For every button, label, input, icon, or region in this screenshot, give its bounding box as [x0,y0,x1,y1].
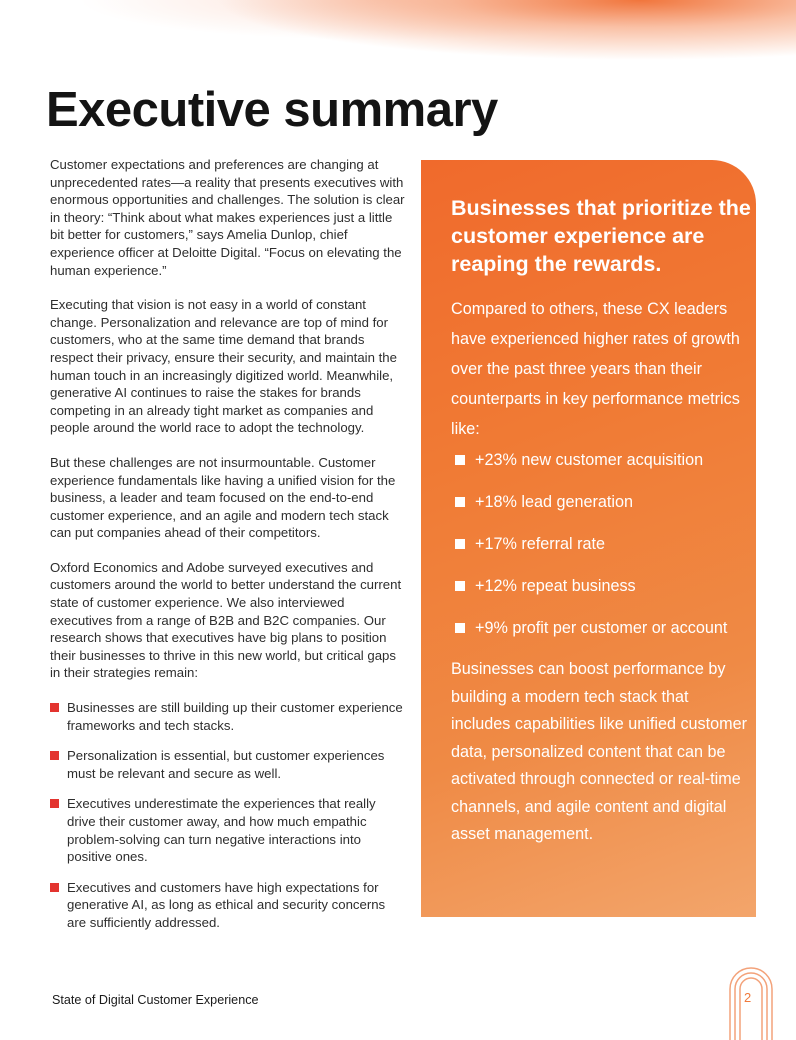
callout-intro: Compared to others, these CX leaders have experienced higher rates of growth over the past three years than their counterparts in key performance metrics like: [451,300,740,438]
list-item-text: Businesses are still building up their customer experience frameworks and tech stacks. [67,700,403,733]
list-item [50,879,406,932]
red-square-bullet-icon [50,703,59,712]
callout-heading: Businesses that prioritize the customer experience are reaping the rewards. [451,196,751,276]
page-title: Executive summary [46,83,498,137]
white-square-bullet-icon [455,455,465,465]
callout-panel [421,160,756,917]
list-item-text: Personalization is essential, but customer experiences must be relevant and secure as well. [67,748,385,781]
body-paragraph: But these challenges are not insurmountable. Customer experience fundamentals like having a unified vision for the business, a leader and team focused on the end-to-end customer experience, and an agile and modern tech stack can put companies ahead of their competitors. [50,454,396,541]
metric-text: +23% new customer acquisition [475,451,704,469]
white-square-bullet-icon [455,623,465,633]
list-item-text: Executives and customers have high expectations for generative AI, as long as ethical and security concerns are sufficiently addressed. [67,879,386,930]
metric-item [455,488,755,530]
metric-item [455,446,755,488]
gaps-list [50,699,406,932]
list-item [50,747,406,782]
white-square-bullet-icon [455,539,465,549]
body-paragraph: Oxford Economics and Adobe surveyed executives and customers around the world to better understand the current state of customer experience. We also interviewed executives from a range of B2B and B2C companies. Our research shows that executives have big plans to position their businesses to thrive in this new world, but critical gaps in their strategies remain: [50,559,402,681]
white-square-bullet-icon [455,581,465,591]
body-column [50,156,406,945]
header-gradient [0,0,796,70]
red-square-bullet-icon [50,751,59,760]
list-item [50,699,406,734]
red-square-bullet-icon [50,883,59,892]
metric-item [455,530,755,572]
metrics-list [455,446,755,656]
list-item [50,795,406,865]
metric-text: +9% profit per customer or account [475,619,728,637]
red-square-bullet-icon [50,799,59,808]
metric-text: +12% repeat business [475,577,636,595]
metric-item [455,572,755,614]
metric-text: +18% lead generation [475,493,633,511]
list-item-text: Executives underestimate the experiences that really drive their customer away, and how much empathic problem-solving can turn negative interactions into positive ones. [67,796,376,865]
callout-outro: Businesses can boost performance by building a modern tech stack that includes capabilities like unified customer data, personalized content that can be activated through connected or real-time channels, and agile content and digital asset management. [451,660,748,843]
body-paragraph: Executing that vision is not easy in a world of constant change. Personalization and relevance are top of mind for customers, who at the same time demand that brands respect their privacy, ensure their security, and maintain the human touch in an increasingly digitized world. Meanwhile, generative AI continues to raise the stakes for brands competing in an already tight market as companies and people around the world race to adopt the technology. [50,297,397,436]
white-square-bullet-icon [455,497,465,507]
body-paragraph: Customer expectations and preferences are changing at unprecedented rates—a reality that presents executives with enormous opportunities and challenges. The solution is clear in theory: “Think about what makes experiences just a little bit better for customers,” says Amelia Dunlop, chief experience officer at Deloitte Digital. “Focus on elevating the human experience.” [50,157,405,278]
report-title-footer: State of Digital Customer Experience [52,993,259,1007]
page-number: 2 [744,990,752,1005]
metric-text: +17% referral rate [475,535,606,553]
metric-item [455,614,755,656]
